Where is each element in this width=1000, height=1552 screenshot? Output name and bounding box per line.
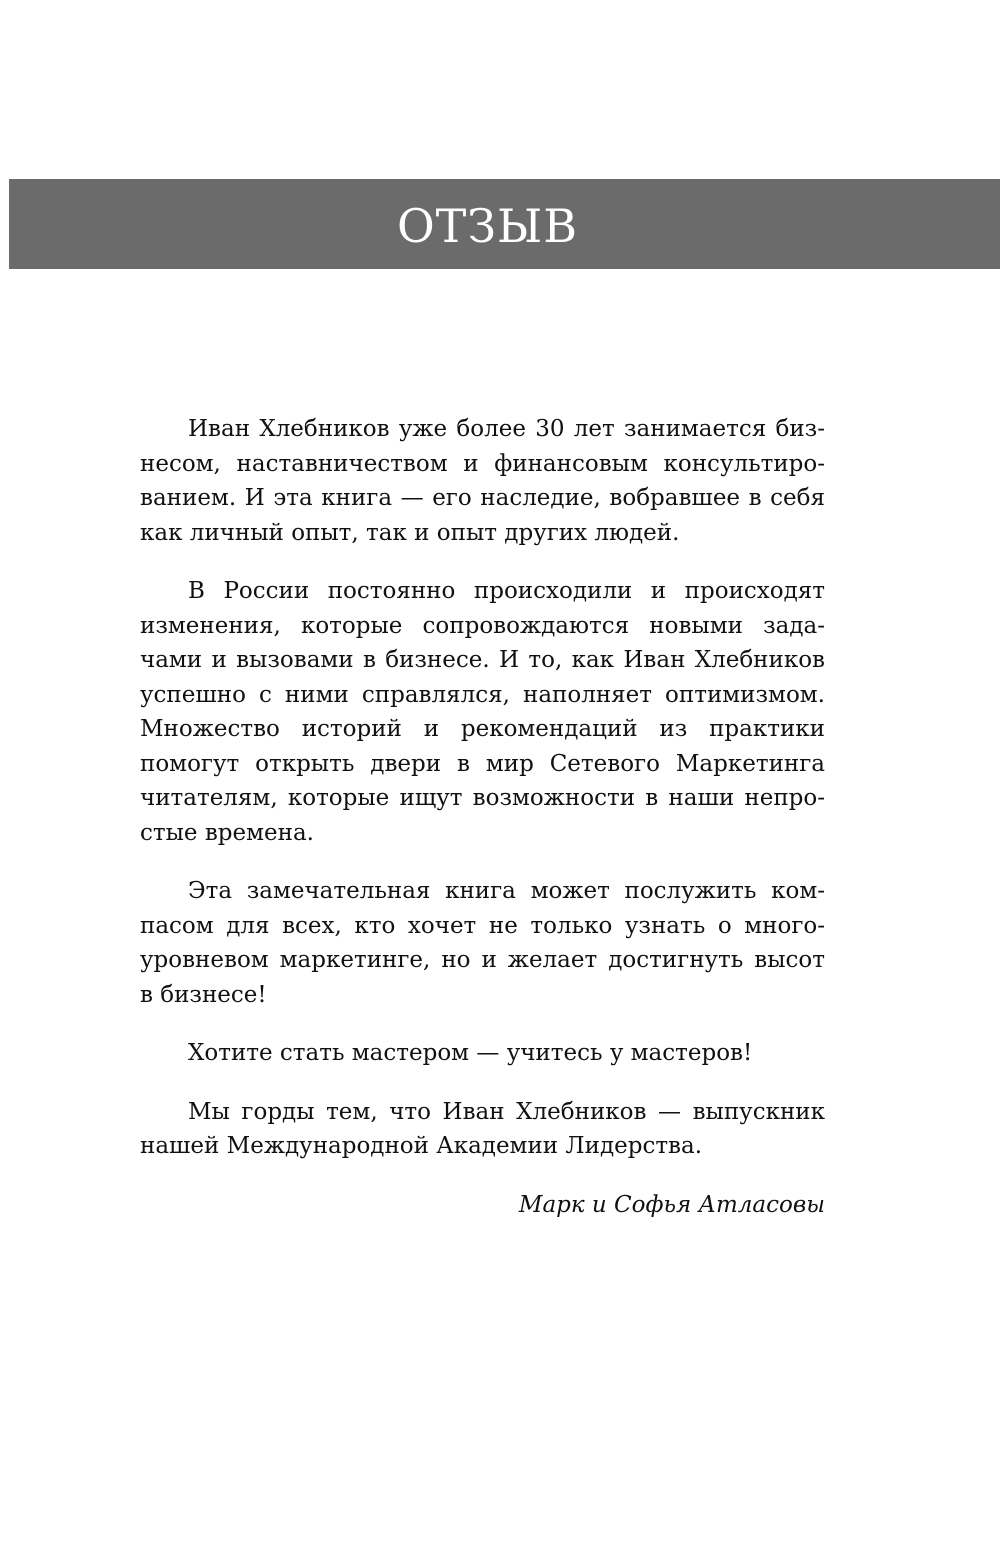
signature-text: Марк и Софья Атласовы (518, 1191, 825, 1218)
text-line: Иван Хлебников уже более 30 лет занимается биз- (188, 416, 825, 442)
text-line: Множество историй и рекомендаций из практики (140, 716, 825, 742)
text-line: Хотите стать мастером — учитесь у мастеров! (188, 1040, 753, 1066)
text-line: успешно с ними справлялся, наполняет оптимизмом. (140, 681, 825, 708)
paragraph-5 (140, 1095, 825, 1164)
text-line: нашей Международной Академии Лидерства. (140, 1133, 703, 1159)
text-line: несом, наставничеством и финансовым консультиро- (140, 450, 825, 477)
paragraph-4 (140, 1036, 825, 1071)
paragraph-2 (140, 574, 825, 850)
paragraph-3 (140, 874, 825, 1012)
text-line: Мы горды тем, что Иван Хлебников — выпускник (188, 1098, 825, 1125)
text-line: читателям, которые ищут возможности в наши непро- (140, 785, 825, 811)
text-line: стые времена. (140, 819, 314, 846)
signature (140, 1188, 825, 1223)
text-line: чами и вызовами в бизнесе. И то, как Иван Хлебников (140, 647, 825, 673)
text-line: ванием. И эта книга — его наследие, вобравшее в себя (140, 485, 825, 511)
text-line: уровневом маркетинге, но и желает достигнуть высот (140, 947, 825, 973)
header-band (9, 179, 1000, 269)
text-line: как личный опыт, так и опыт других людей. (140, 519, 680, 546)
text-line: Эта замечательная книга может послужить ком- (188, 878, 825, 904)
page-title: ОТЗЫВ (396, 199, 579, 253)
text-line: помогут открыть двери в мир Сетевого Маркетинга (140, 750, 825, 777)
text-line: изменения, которые сопровождаются новыми зада- (140, 612, 825, 639)
text-line: в бизнесе! (140, 981, 267, 1008)
review-text (140, 412, 825, 1246)
text-line: В России постоянно происходили и происходят (188, 578, 825, 604)
paragraph-1 (140, 412, 825, 550)
text-line: пасом для всех, кто хочет не только узнать о много- (140, 912, 825, 939)
